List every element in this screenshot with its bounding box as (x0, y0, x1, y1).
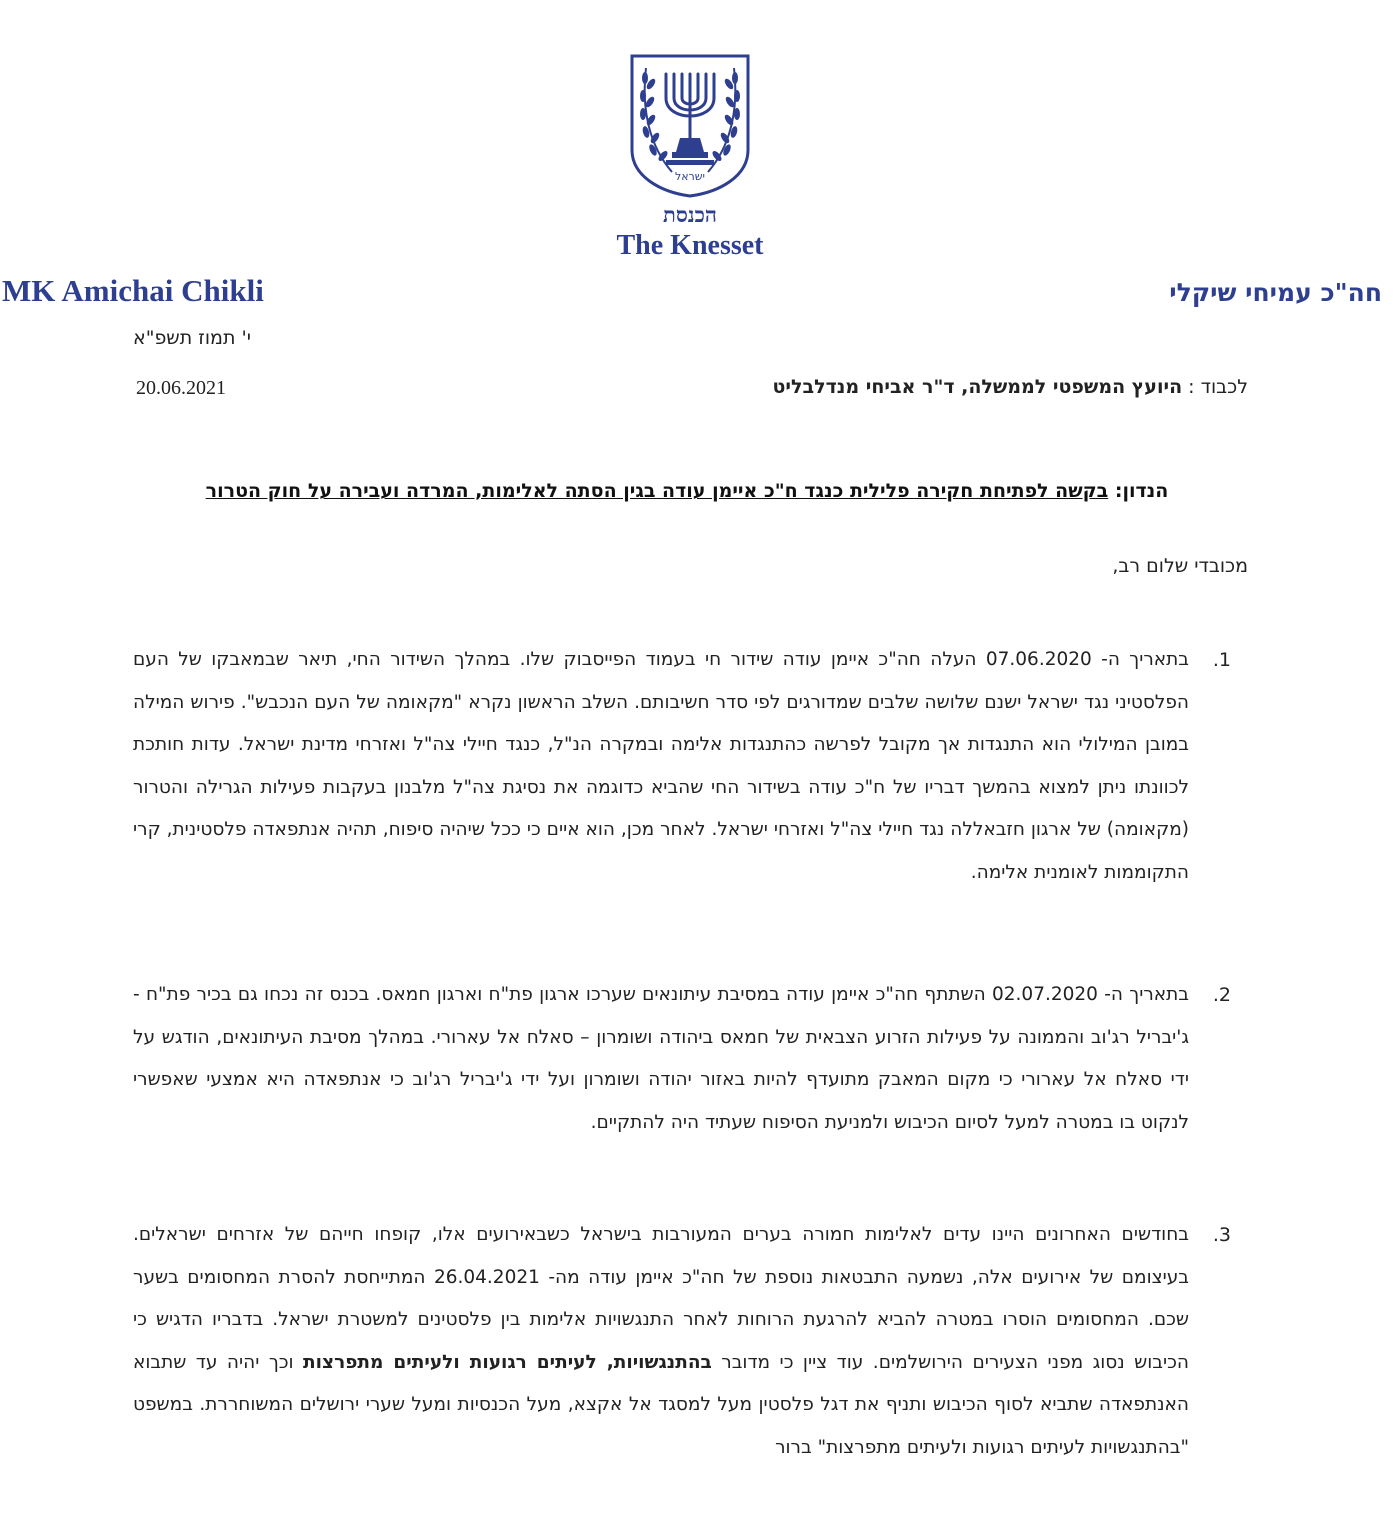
recipient-name: היועץ המשפטי לממשלה, ד"ר אביחי מנדלבליט (772, 376, 1183, 398)
paragraph-bold-quote: בהתנגשויות, לעיתים רגועות ולעיתים מתפרצות (303, 1351, 712, 1373)
knesset-emblem (628, 52, 752, 198)
hebrew-date: י' תמוז תשפ"א (133, 327, 251, 349)
mk-name-hebrew: חה"כ עמיחי שיקלי (1169, 278, 1382, 307)
paragraph-text (133, 1214, 1189, 1469)
paragraph-1 (133, 639, 1231, 894)
emblem-caption: ישראל (674, 170, 706, 183)
paragraph-2 (133, 974, 1231, 1144)
paragraph-number: 1. (1212, 649, 1231, 671)
knesset-hebrew-title: הכנסת (663, 202, 717, 227)
knesset-english-title: The Knesset (616, 230, 764, 261)
gregorian-date: 20.06.2021 (136, 377, 226, 399)
paragraph-text: בתאריך ה- 07.06.2020 העלה חה"כ איימן עודה שידור חי בעמוד הפייסבוק שלו. במהלך השידור החי, תיאר שבמאבקו של העם הפלסטיני נגד ישראל ישנם שלושה שלבים שמדורגים לפי סדר חשיבותם. השלב הראשון נקרא "מקאומה של העם הנכבש". פירוש המילה במובן המילולי הוא התנגדות אך מקובל לפרשה כהתנגדות אלימה ובמקרה הנ"ל, כנגד חיילי צה"ל ואזרחי מדינת ישראל. עדות חותכת לכוונתו ניתן למצוא בהמשך דבריו של ח"כ עודה בשידור החי שהביא כדוגמה את נסיגת צה"ל מלבנון בעקבות פעילות הגרילה והטרור (מקאומה) של ארגון חזבאללה נגד חיילי צה"ל ואזרחי ישראל. לאחר מכן, הוא איים כי ככל שיהיה סיפוח, תהיה אנתפאדה פלסטינית, קרי התקוממות לאומנית אלימה. (133, 649, 1189, 883)
paragraph-number: 2. (1212, 984, 1231, 1006)
subject-label: הנדון: (1114, 480, 1169, 502)
paragraph-3 (133, 1214, 1231, 1469)
subject-line (140, 476, 1234, 506)
menorah-emblem-icon (628, 52, 752, 198)
recipient-label: לכבוד : (1188, 376, 1248, 398)
salutation: מכובדי שלום רב, (1112, 555, 1248, 577)
paragraph-text: בתאריך ה- 02.07.2020 השתתף חה"כ איימן עודה במסיבת עיתונאים שערכו ארגון פת"ח וארגון חמאס. בכנס זה נכחו גם בכיר פת"ח - ג'יבריל רג'וב והממונה על פעילות הזרוע הצבאית של חמאס ביהודה ושומרון – סאלח אל עארורי. במהלך מסיבת העיתונאים, הודגש על ידי סאלח אל עארורי כי מקום המאבק מתועדף להיות באזור יהודה ושומרון ועל ידי ג'יבריל רג'וב כי אנתפאדה היא אמצעי שאפשרי לנקוט בו במטרה למעל לסיום הכיבוש ולמניעת הסיפוח שעתיד היה להתקיים. (133, 984, 1189, 1133)
mk-name-english: MK Amichai Chikli (2, 273, 264, 308)
paragraph-text-part: בחודשים האחרונים היינו עדים לאלימות חמורה בערים המעורבות בישראל כשבאירועים אלו, קופחו חייהם של אזרחים ישראלים. בעיצומם של אירועים אלה, נשמעה התבטאות נוספת של חה"כ איימן עודה מה- 26.04.2021 המתייחסת להסרת המחסומים בשער שכם. המחסומים הוסרו במטרה להביא להרגעת הרוחות לאחר התנגשויות אלימות בין פלסטינים למשטרת ישראל. בדבריו הדגיש כי הכיבוש נסוג מפני הצעירים הירושלמים. עוד ציין כי מדובר (133, 1224, 1190, 1373)
paragraph-text-part: וכך יהיה עד שתבוא האנתפאדה שתביא לסוף הכיבוש ותניף את דגל פלסטין מעל למסגד אל אקצא, מעל הכנסיות ומעל שערי ירושלים המשוחררת. במשפט "בהתנגשויות לעיתים רגועות ולעיתים מתפרצות" ברור (133, 1351, 1189, 1458)
recipient-line (773, 376, 1248, 398)
paragraph-number: 3. (1212, 1224, 1231, 1246)
subject-text: בקשה לפתיחת חקירה פלילית כנגד ח"כ איימן עודה בגין הסתה לאלימות, המרדה ועבירה על חוק הטרור (205, 480, 1109, 502)
